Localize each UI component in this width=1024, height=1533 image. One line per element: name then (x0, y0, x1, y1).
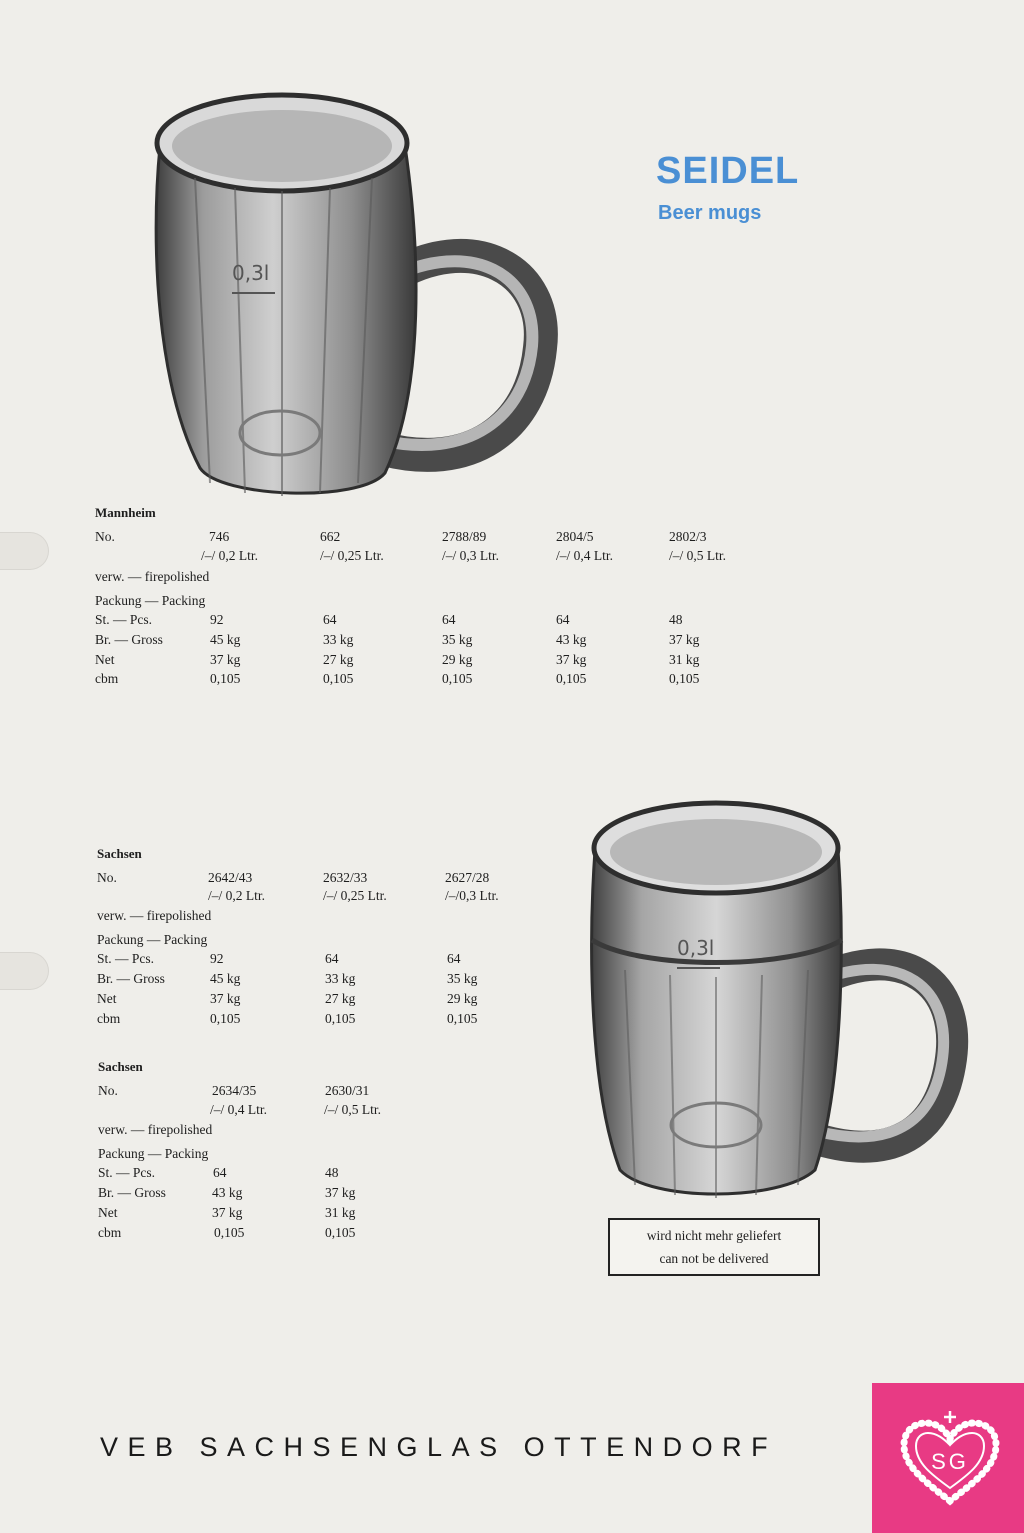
item-cbm: 0,105 (210, 1011, 241, 1026)
item-pcs: 64 (447, 951, 461, 966)
label-firepolished: verw. — firepolished (98, 1122, 213, 1137)
label-cbm: cbm (97, 1011, 121, 1026)
item-cbm: 0,105 (447, 1011, 478, 1026)
item-net: 31 kg (325, 1205, 356, 1220)
item-cbm: 0,105 (210, 671, 241, 686)
item-capacity: /–/0,3 Ltr. (445, 888, 499, 903)
label-packing: Packung — Packing (97, 932, 208, 947)
item-gross: 33 kg (325, 971, 356, 986)
mannheim-mug-photo (140, 88, 560, 508)
item-no: 2634/35 (212, 1083, 257, 1098)
item-cbm: 0,105 (325, 1011, 356, 1026)
item-capacity: /–/ 0,2 Ltr. (208, 888, 265, 903)
item-capacity: /–/ 0,4 Ltr. (556, 548, 613, 563)
item-cbm: 0,105 (556, 671, 587, 686)
item-net: 37 kg (210, 652, 241, 667)
sg-logo (872, 1383, 1024, 1533)
item-gross: 45 kg (210, 971, 241, 986)
item-capacity: /–/ 0,5 Ltr. (669, 548, 726, 563)
label-no: No. (97, 870, 117, 885)
item-net: 27 kg (325, 991, 356, 1006)
item-pcs: 64 (556, 612, 570, 627)
item-net: 27 kg (323, 652, 354, 667)
label-no: No. (98, 1083, 118, 1098)
page-subtitle: Beer mugs (658, 202, 762, 224)
section-title-sachsen: Sachsen (98, 1059, 143, 1074)
company-name: VEB SACHSENGLAS OTTENDORF (100, 1432, 778, 1462)
item-net: 37 kg (212, 1205, 243, 1220)
item-capacity: /–/ 0,5 Ltr. (324, 1102, 381, 1117)
item-pcs: 92 (210, 612, 224, 627)
heart-icon (872, 1383, 1024, 1533)
item-net: 37 kg (210, 991, 241, 1006)
item-no: 2632/33 (323, 870, 368, 885)
item-gross: 33 kg (323, 632, 354, 647)
item-no: 2642/43 (208, 870, 253, 885)
label-packing: Packung — Packing (98, 1146, 209, 1161)
item-gross: 35 kg (447, 971, 478, 986)
item-no: 2627/28 (445, 870, 490, 885)
item-gross: 43 kg (212, 1185, 243, 1200)
sachsen-mug-photo (580, 790, 970, 1210)
label-pcs: St. — Pcs. (98, 1165, 156, 1180)
item-pcs: 92 (210, 951, 224, 966)
logo-text: SG (931, 1449, 969, 1474)
item-gross: 45 kg (210, 632, 241, 647)
label-cbm: cbm (98, 1225, 122, 1240)
label-no: No. (95, 529, 115, 544)
item-gross: 37 kg (325, 1185, 356, 1200)
item-net: 37 kg (556, 652, 587, 667)
discontinued-notice (608, 1218, 820, 1276)
item-net: 31 kg (669, 652, 700, 667)
mannheim-mug-scale-mark: 0,3l (232, 261, 270, 285)
label-net: Net (97, 991, 117, 1006)
item-pcs: 48 (669, 612, 683, 627)
label-firepolished: verw. — firepolished (97, 908, 212, 923)
item-no: 2804/5 (556, 529, 594, 544)
label-firepolished: verw. — firepolished (95, 569, 210, 584)
item-capacity: /–/ 0,25 Ltr. (320, 548, 384, 563)
page-title: SEIDEL (656, 150, 800, 192)
item-capacity: /–/ 0,25 Ltr. (323, 888, 387, 903)
label-gross: Br. — Gross (98, 1185, 166, 1200)
item-pcs: 64 (442, 612, 456, 627)
item-pcs: 64 (325, 951, 339, 966)
item-no: 662 (320, 529, 341, 544)
item-cbm: 0,105 (323, 671, 354, 686)
section-title-sachsen: Sachsen (97, 846, 142, 861)
item-pcs: 64 (213, 1165, 227, 1180)
item-no: 2788/89 (442, 529, 487, 544)
section-title-mannheim: Mannheim (95, 505, 156, 520)
item-cbm: 0,105 (214, 1225, 245, 1240)
item-no: 2802/3 (669, 529, 707, 544)
notice-line-english: can not be delivered (659, 1251, 769, 1266)
notice-line-german: wird nicht mehr geliefert (646, 1228, 782, 1243)
punch-hole (0, 952, 49, 990)
label-pcs: St. — Pcs. (95, 612, 153, 627)
item-no: 2630/31 (325, 1083, 370, 1098)
punch-hole (0, 532, 49, 570)
label-gross: Br. — Gross (97, 971, 165, 986)
label-packing: Packung — Packing (95, 593, 206, 608)
label-gross: Br. — Gross (95, 632, 163, 647)
sachsen-mug-scale-mark: 0,3l (677, 936, 715, 960)
item-pcs: 48 (325, 1165, 339, 1180)
label-pcs: St. — Pcs. (97, 951, 155, 966)
item-cbm: 0,105 (669, 671, 700, 686)
label-net: Net (95, 652, 115, 667)
item-gross: 37 kg (669, 632, 700, 647)
item-no: 746 (209, 529, 230, 544)
label-cbm: cbm (95, 671, 119, 686)
item-cbm: 0,105 (442, 671, 473, 686)
item-net: 29 kg (447, 991, 478, 1006)
item-capacity: /–/ 0,3 Ltr. (442, 548, 499, 563)
item-gross: 35 kg (442, 632, 473, 647)
item-capacity: /–/ 0,4 Ltr. (210, 1102, 267, 1117)
item-cbm: 0,105 (325, 1225, 356, 1240)
item-capacity: /–/ 0,2 Ltr. (201, 548, 258, 563)
item-pcs: 64 (323, 612, 337, 627)
item-gross: 43 kg (556, 632, 587, 647)
label-net: Net (98, 1205, 118, 1220)
item-net: 29 kg (442, 652, 473, 667)
